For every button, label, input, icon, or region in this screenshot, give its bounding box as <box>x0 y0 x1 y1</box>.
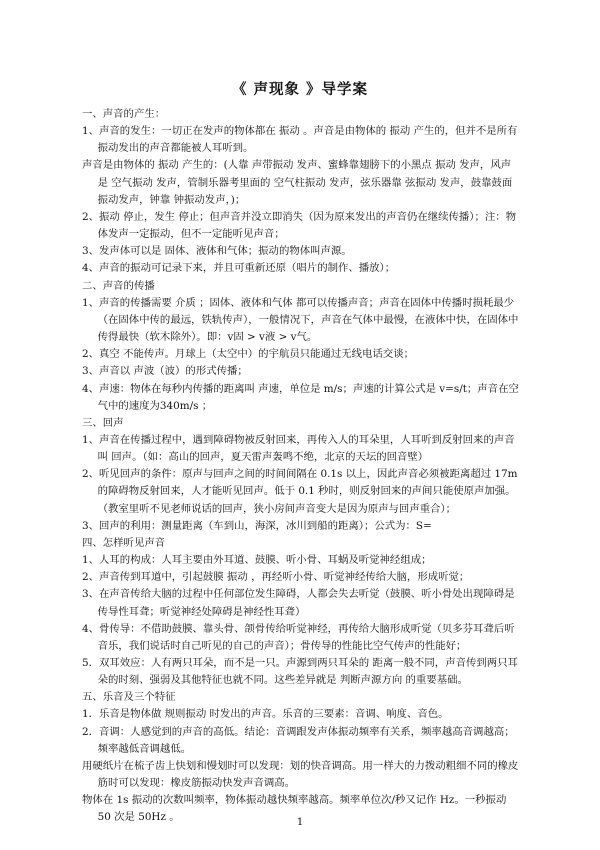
document-body <box>82 106 520 827</box>
section-heading-5: 五、乐音及三个特征 <box>82 691 176 704</box>
section-heading-3: 三、回声 <box>82 416 124 429</box>
paragraph: 1、声音的发生：一切正在发声的物体都在 振动 。声音是由物体的 振动 产生的，但并不是所有振动发出的声音都能被人耳听到。 <box>82 125 518 155</box>
paragraph: 3、回声的利用：测量距离（车到山，海深，冰川到船的距离）；公式为：S= <box>82 519 432 532</box>
paragraph: 1、人耳的构成：人耳主要由外耳道、鼓膜、听小骨、耳蜗及听觉神经组成； <box>82 554 432 567</box>
paragraph: 4、声速：物体在每秒内传播的距离叫 声速，单位是 m/s；声速的计算公式是 v=s/t；声音在空气中的速度为340m/s ； <box>82 382 519 412</box>
paragraph: 1、声音的传播需要 介质 ；固体、液体和气体 都可以传播声音；声音在固体中传播时损耗最少（在固体中传的最远，铁轨传声），一般情况下，声音在气体中最慢，在液体中快，在固体中传得最快（软木除外）。即：v固 > v液 > v气。 <box>82 296 519 344</box>
page-title: 《 声现象 》导学案 <box>231 82 369 98</box>
paragraph: 4、声音的振动可记录下来，并且可重新还原（唱片的制作、播放）； <box>82 262 396 275</box>
paragraph: 5．双耳效应：人有两只耳朵，而不是一只。声源到两只耳朵的 距离一般不同，声音传到两只耳朵的时刻、强弱及其他特征也就不同。这些差异就是 判断声源方向 的重要基础。 <box>82 657 518 687</box>
paragraph: 4、骨传导：不借助鼓膜、靠头骨、颌骨传给听觉神经，再传给大脑形成听觉（贝多芬耳聋后听音乐，我们说话时自己听见的自己的声音）；骨传导的性能比空气传声的性能好； <box>82 622 515 652</box>
section-heading-1: 一、声音的产生： <box>82 108 166 120</box>
section-heading-2: 二、声音的传播 <box>82 279 155 292</box>
paragraph: 声音是由物体的 振动 产生的：(人靠 声带振动 发声、蜜蜂靠翅膀下的小黑点 振动 发声，风声是 空气振动 发声，管制乐器考里面的 空气柱振动 发声，弦乐器靠 弦振动 发声，鼓靠鼓面振动发声，钟靠 钟振动发声，)； <box>82 159 513 206</box>
paragraph: 3、发声体可以是 固体、液体和气体；振动的物体叫声源。 <box>82 245 352 258</box>
paragraph: 2、听见回声的条件：原声与回声之间的时间间隔在 0.1s 以上，因此声音必须被距离超过 17m 的障碍物反射回来，人才能听见回声。低于 0.1 秒时，则反射回来的声间只能使原声加强。（教室里听不见老师说话的回声，狭小房间声音变大是因为原声与回声重合）； <box>82 468 518 515</box>
paragraph: 用硬纸片在梳子齿上快划和慢划时可以发现：划的快音调高。用一样大的力拨动粗细不同的橡皮筋时可以发现：橡皮筋振动快发声音调高。 <box>82 759 519 790</box>
paragraph: 3、声音以 声波（波）的形式传播； <box>82 365 248 378</box>
page-number: 1 <box>296 817 304 828</box>
paragraph: 2．音调：人感觉到的声音的高低。结论：音调跟发声体振动频率有关系，频率越高音调越高；频率越低音调越低。 <box>82 725 515 755</box>
paragraph: 2、振动 停止，发生 停止；但声音并没立即消失（因为原来发出的声音仍在继续传播）；注：物体发声一定振动，但不一定能听见声音； <box>82 210 517 241</box>
paragraph: 2、真空 不能传声。月球上（太空中）的宇航员只能通过无线电话交谈； <box>82 348 415 361</box>
section-heading-4: 四、怎样听见声音 <box>82 536 166 549</box>
paragraph: 3、在声音传给大脑的过程中任何部位发生障碍，人都会失去听觉（鼓膜、听小骨处出现障碍是传导性耳聋；听觉神经处障碍是神经性耳聋） <box>82 588 515 618</box>
paragraph: 1．乐音是物体做 规则振动 时发出的声音。乐音的三要素：音调、响度、音色。 <box>82 708 449 721</box>
paragraph: 2、声音传到耳道中，引起鼓膜 振动 ，再经听小骨、听觉神经传给大脑，形成听觉； <box>82 571 470 584</box>
paragraph: 1、声音在传播过程中，遇到障碍物被反射回来，再传入人的耳朵里，人耳听到反射回来的声音叫 回声。（如：高山的回声，夏天雷声轰鸣不绝，北京的天坛的回音壁） <box>82 433 515 464</box>
paragraph: 物体在 1s 振动的次数叫频率，物体振动越快频率越高。频率单位次/秒又记作 Hz。一秒振动 50 次是 50Hz 。 <box>82 794 507 824</box>
